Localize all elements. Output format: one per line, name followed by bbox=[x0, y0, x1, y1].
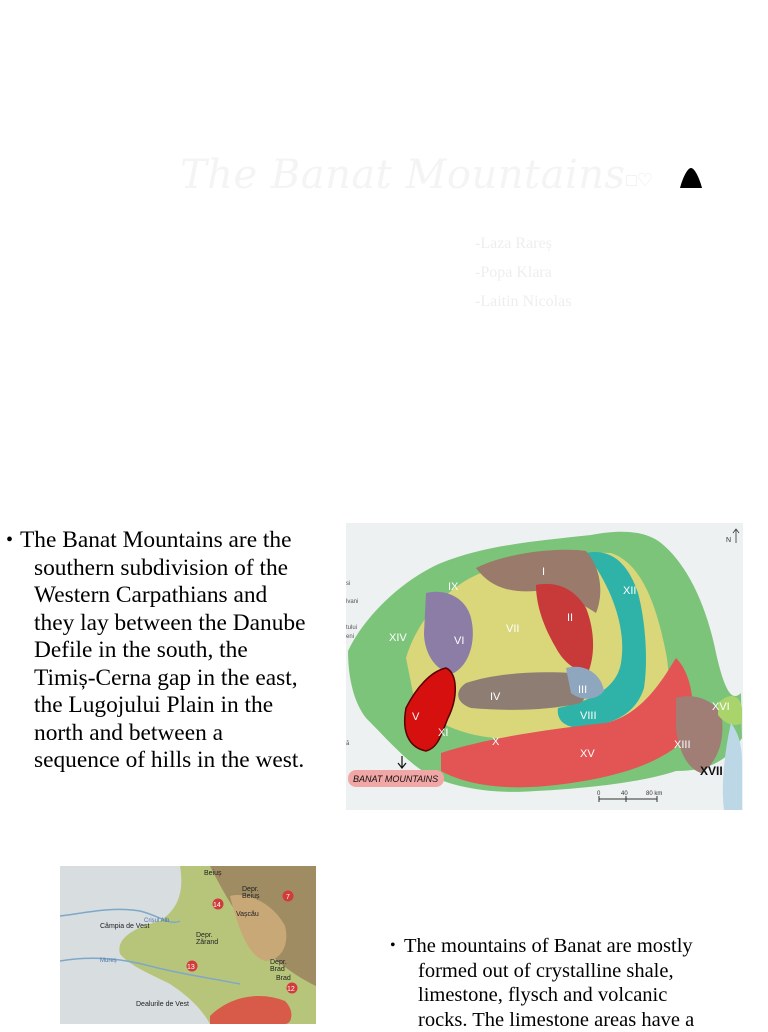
region-label: XV bbox=[580, 748, 595, 760]
paragraph-line: The Banat Mountains are the bbox=[20, 527, 340, 555]
map-label: Beiuș bbox=[204, 870, 222, 877]
scale-label: 40 bbox=[621, 791, 628, 797]
map-label: Vașcău bbox=[236, 911, 259, 918]
romania-relief-map bbox=[346, 523, 743, 810]
paragraph-line: southern subdivision of the bbox=[20, 555, 340, 583]
region-label: III bbox=[578, 684, 587, 696]
region-label: IX bbox=[448, 581, 459, 593]
region-label: XI bbox=[438, 727, 448, 739]
paragraph-line: the Lugojului Plain in the bbox=[20, 692, 340, 720]
bullet-dot: • bbox=[390, 934, 396, 959]
author-item: -Popa Klara bbox=[475, 258, 571, 287]
map-label: Dealurile de Vest bbox=[136, 1001, 189, 1008]
paragraph-line: formed out of crystalline shale, bbox=[404, 959, 750, 984]
map-edge-label: lvani bbox=[346, 599, 358, 605]
scale-label: 80 km bbox=[646, 791, 662, 797]
paragraph-line: Defile in the south, the bbox=[20, 637, 340, 665]
region-label: II bbox=[567, 612, 573, 624]
paragraph-line: north and between a bbox=[20, 720, 340, 748]
map-label: Beiuș bbox=[242, 893, 260, 900]
author-item: -Laitin Nicolas bbox=[475, 287, 571, 316]
author-item: -Laza Rareș bbox=[475, 229, 571, 258]
map-edge-label: si bbox=[346, 581, 350, 587]
slide-title: The Banat Mountains bbox=[180, 152, 626, 198]
map-label: Depr. bbox=[242, 886, 259, 893]
north-label: N bbox=[726, 537, 731, 544]
region-label: VII bbox=[506, 623, 519, 635]
region-label: XVI bbox=[712, 701, 730, 713]
region-label: V bbox=[412, 711, 420, 723]
map-edge-label: eni bbox=[346, 634, 354, 640]
map-label: Brad bbox=[276, 975, 291, 982]
geology-paragraph bbox=[390, 934, 750, 1032]
map-marker: 12 bbox=[287, 986, 295, 993]
callout-label: BANAT MOUNTAINS bbox=[353, 774, 438, 784]
region-label: VI bbox=[454, 635, 464, 647]
map-edge-label: tului bbox=[346, 625, 357, 631]
region-label: I bbox=[542, 566, 545, 578]
region-label: IV bbox=[490, 691, 501, 703]
paragraph-line: The mountains of Banat are mostly bbox=[404, 934, 750, 959]
region-label: X bbox=[492, 736, 500, 748]
mountain-icon bbox=[678, 166, 704, 190]
title-slide bbox=[0, 0, 768, 500]
river-label: Mureș bbox=[100, 958, 117, 964]
map-label: Depr. bbox=[270, 959, 287, 966]
bullet-dot: • bbox=[6, 527, 13, 555]
paragraph-line: limestone, flysch and volcanic bbox=[404, 983, 750, 1008]
scale-label: 0 bbox=[597, 791, 601, 797]
map-label: Depr. bbox=[196, 932, 213, 939]
paragraph-line: Western Carpathians and bbox=[20, 582, 340, 610]
authors-list bbox=[475, 229, 571, 316]
map-marker: 14 bbox=[213, 902, 221, 909]
map-label: Câmpia de Vest bbox=[100, 923, 149, 930]
title-glyphs: □♡ bbox=[626, 170, 653, 191]
river-label: Crișul Alb bbox=[144, 918, 170, 924]
paragraph-line: rocks. The limestone areas have a bbox=[404, 1008, 750, 1032]
paragraph-line: they lay between the Danube bbox=[20, 610, 340, 638]
map-marker: 13 bbox=[187, 964, 195, 971]
banat-detail-map bbox=[60, 866, 316, 1024]
region-label: XVII bbox=[700, 764, 723, 778]
intro-paragraph bbox=[6, 527, 340, 775]
paragraph-line: Timiș-Cerna gap in the east, bbox=[20, 665, 340, 693]
paragraph-line: sequence of hills in the west. bbox=[20, 747, 340, 775]
map-label: Zărand bbox=[196, 939, 218, 946]
map-label: Brad bbox=[270, 966, 285, 973]
map-edge-label: ă bbox=[346, 741, 350, 747]
region-label: VIII bbox=[580, 710, 597, 722]
region-label: XIII bbox=[674, 739, 691, 751]
map-marker: 7 bbox=[286, 894, 290, 901]
region-label: XII bbox=[623, 585, 636, 597]
region-label: XIV bbox=[389, 632, 407, 644]
